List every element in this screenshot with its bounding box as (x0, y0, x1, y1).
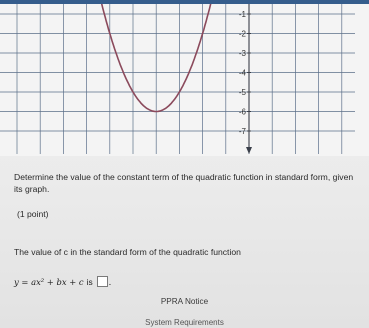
y-tick-label: -5 (238, 88, 246, 97)
y-tick-label: -6 (238, 107, 246, 117)
question-text: Determine the value of the constant term of the quadratic function in standard form, given its graph. (14, 172, 354, 194)
points-value: (1 point) (17, 209, 49, 219)
y-axis-arrow (246, 147, 252, 154)
formula-line (14, 276, 111, 287)
standard-form-formula: y = ax² + bx + c (14, 276, 84, 287)
y-tick-label: -1 (238, 10, 246, 19)
ppra-notice-link[interactable]: PPRA Notice (160, 297, 209, 306)
formula-suffix: is (86, 276, 93, 287)
y-tick-label: -7 (238, 127, 246, 136)
graph-panel (0, 4, 369, 156)
answer-input[interactable] (97, 276, 108, 287)
y-tick-label: -3 (238, 49, 246, 58)
system-requirements-link[interactable]: System Requirements (145, 318, 224, 327)
answer-prompt: The value of c in the standard form of the quadratic function (14, 247, 241, 257)
y-tick-label: -4 (238, 68, 246, 78)
quadratic-graph (0, 4, 369, 156)
y-tick-label: -2 (238, 29, 246, 39)
formula-period: . (108, 276, 112, 287)
